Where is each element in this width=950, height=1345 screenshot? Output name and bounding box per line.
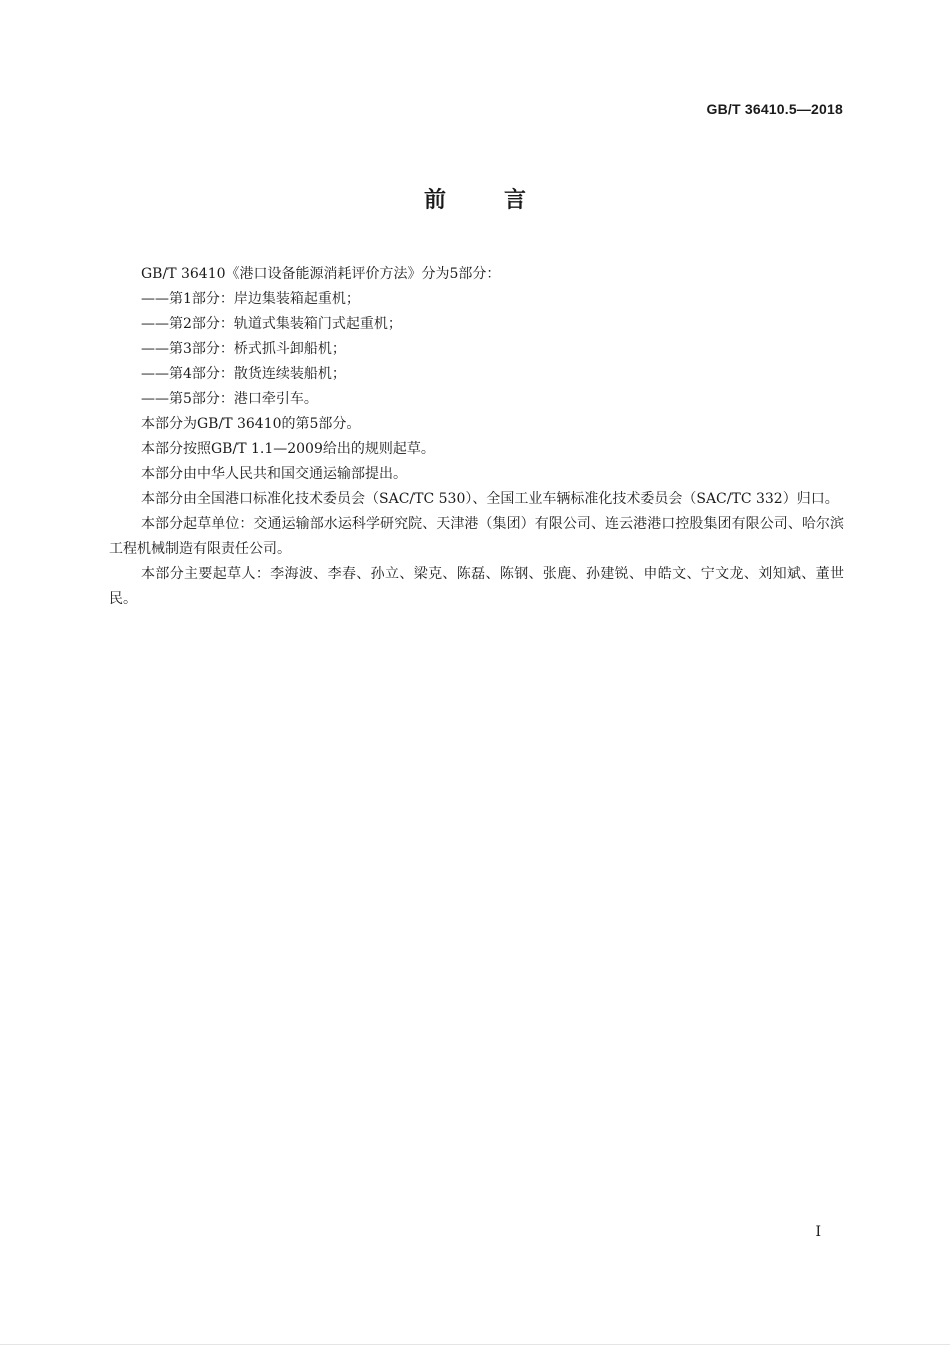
paragraph-under-jurisdiction: 本部分由全国港口标准化技术委员会（SAC/TC 530）、全国工业车辆标准化技术委员会（SAC/TC 332）归口。 bbox=[141, 491, 839, 507]
page-title: 前言 bbox=[423, 188, 584, 213]
list-item-part-4: ——第4部分：散货连续装船机； bbox=[141, 366, 346, 382]
list-item-part-5: ——第5部分：港口牵引车。 bbox=[141, 391, 318, 407]
standard-code: GB/T 36410.5—2018 bbox=[706, 101, 843, 117]
list-item-part-1: ——第1部分：岸边集装箱起重机； bbox=[141, 291, 360, 307]
list-item-part-3: ——第3部分：桥式抓斗卸船机； bbox=[141, 341, 346, 357]
paragraph-proposed-by: 本部分由中华人民共和国交通运输部提出。 bbox=[141, 466, 407, 482]
foreword-body bbox=[109, 262, 844, 612]
list-item-part-2: ——第2部分：轨道式集装箱门式起重机； bbox=[141, 316, 402, 332]
paragraph-drafting-rules: 本部分按照GB/T 1.1—2009给出的规则起草。 bbox=[141, 441, 435, 457]
paragraph-drafters: 本部分主要起草人：李海波、李春、孙立、梁克、陈磊、陈钢、张鹿、孙建锐、申皓文、宁文龙、刘知斌、董世民。 bbox=[109, 566, 844, 607]
paragraph-intro: GB/T 36410《港口设备能源消耗评价方法》分为5部分： bbox=[141, 266, 501, 282]
paragraph-drafting-units: 本部分起草单位：交通运输部水运科学研究院、天津港（集团）有限公司、连云港港口控股集团有限公司、哈尔滨工程机械制造有限责任公司。 bbox=[109, 516, 844, 557]
paragraph-this-part: 本部分为GB/T 36410的第5部分。 bbox=[141, 416, 361, 432]
page-number: I bbox=[815, 1224, 821, 1240]
